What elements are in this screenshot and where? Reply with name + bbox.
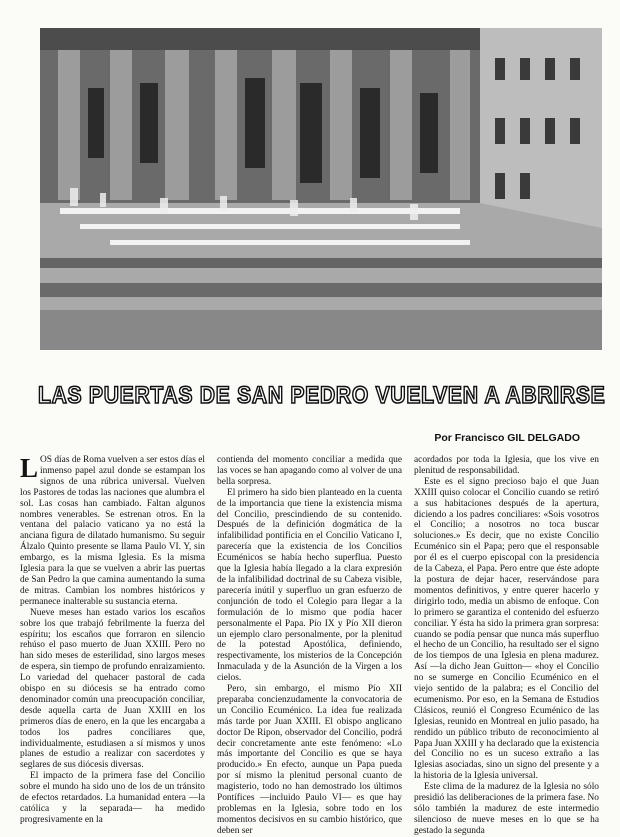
paragraph: El impacto de la primera fase del Concilio sobre el mundo ha sido uno de los de un tránsito de efectos retardados. La humanidad entera —la católica y la separada— ha medido progresivamente en la — [20, 771, 205, 825]
paragraph: Este es el signo precioso bajo el que Juan XXIII quiso colocar el Concilio cuando se retiró a sus habitaciones después de la apertura, diciendo a los padres conciliares: «Sois vosotros el Concilio; a nosotros no toca buscar soluciones.» Es decir, que no existe Concilio Ecuménico sin el Papa; pero que el responsable por él es el cuerpo episcopal con la presidencia de la Cabeza, el Papa. Pero entre que éste adopte la postura de dejar hacer, reservándose para momentos definitivos, y entre querer hacerlo y dirigirlo todo, media un abismo de enfoque. Con lo primero se garantiza el contenido del esfuerzo conciliar. Y ésta ha sido la primera gran sorpresa: cuando se podía pensar que nunca más superfluo el hecho de un Concilio, ha resultado ser el signo de los tiempos de una Iglesia en plena madurez. Así —la dicho Jean Guitton— «hoy el Concilio no se sumerge en Concilio Ecuménico en el viejo sentido de la palabra; es el Concilio del ecumenismo. Por eso, en la Semana de Estudios Clásicos, reunió el Congreso Ecuménico de las Iglesias, reunido en Montreal en julio pasado, ha rendido un público tributo de reconocimiento al Papa Juan XXIII y ha declarado que la existencia del Concilio no es un suceso extraño a las Iglesias asociadas, sino un signo del presente y a la historia de la Iglesia universal. — [414, 476, 599, 782]
paragraph: El primero ha sido bien planteado en la cuenta de la importancia que tiene la existencia misma del Concilio, prescindiendo de su contenido. Después de la definición dogmática de la infalibilidad pontificia en el Concilio Vaticano I, parecería que la existencia de los Concilios Ecuménicos se había hecho superflua. Puesto que la Iglesia había llegado a la clara expresión de la infalibilidad doctrinal de su Cabeza visible, parecería inútil y superfluo un gran esfuerzo de conjunción de todo el Colegio para llegar a la formulación de lo mismo que podía hacer personalmente el Papa. Pío IX y Pío XII dieron un ejemplo claro personalmente, por la plenitud de la potestad Apostólica, definiendo, respectivamente, los misterios de la Concepción Inmaculada y de la Asunción de la Virgen a los cielos. — [217, 487, 402, 684]
paragraph-text: OS días de Roma vuelven a ser estos días el inmenso papel azul donde se estampan los signos de una rúbrica universal. Vuelven los Pastores de todas las naciones que alumbra el sol. Las cosas han cambiado. Faltan algunos nombres venerables. Se estrenan otros. En la ventana del palacio vaticano ya no está la anciana figura de dilatado humanismo. Su seguir Álzalo Quinto presente se llama Paulo VI. Y, sin embargo, es la misma Iglesia. Es la misma Iglesia para la que se vuelven a abrir las puertas de San Pedro la que camina aumentando la suma de mitras. Cambian los nombres históricos y permanece inalterable su sustancia eterna. — [20, 455, 205, 607]
column-2 — [217, 455, 402, 836]
column-3 — [414, 455, 599, 836]
paragraph: contienda del momento conciliar a medida que las voces se han apagando como al volver de una bella sorpresa. — [217, 455, 402, 487]
article-body — [20, 453, 600, 836]
paragraph: acordados por toda la Iglesia, que los vive en plenitud de responsabilidad. — [414, 455, 599, 476]
photo-illustration — [40, 28, 602, 350]
headline: LAS PUERTAS DE SAN PEDRO VUELVEN A ABRIRSE — [38, 382, 606, 409]
drop-cap: L — [20, 453, 39, 483]
paragraph: Pero, sin embargo, el mismo Pío XII preparaba concienzudamente la convocatoria de un Concilio Ecuménico. La idea fue realizada más tarde por Juan XXIII. El obispo anglicano doctor De Ripon, observador del Concilio, podrá decir concretamente ante este fenómeno: «Lo más importante del Concilio es que se haya producido.» En efecto, aunque un Papa pueda por sí mismo la plenitud personal cuanto de magisterio, todo no han demostrado los últimos Pontífices —incluido Paulo VI— es que hay problemas en la Iglesia, sobre todo en los momentos decisivos en su cambio histórico, que deben ser — [217, 684, 402, 836]
paragraph: Este clima de la madurez de la Iglesia no sólo presidió las deliberaciones de la primera fase. No sólo también la madurez de este intermedio silencioso de nueve meses en lo que se ha gestado la segunda — [414, 782, 599, 836]
paragraph: Nueve meses han estado varios los escaños sobre los que trabajó febrilmente la fuerza del espíritu; los escaños que forraron en silencio rehúso el paso muerto de Juan XXIII. Pero no han sido meses de esterilidad, sino largos meses de espera, sin tiempo de profundo enraizamiento. Lo variedad del quehacer pastoral de cada obispo en su diócesis se ha entrado como denominador común una preocupación conciliar, desde aquella carta de Juan XXIII en los primeros días de enero, en la que les encargaba a todos los padres conciliares que, individualmente, estudiasen a sí mismos y unos planes de estudio a realizar con sacerdotes y seglares de sus diócesis diversas. — [20, 607, 205, 771]
photo-st-peters-square — [40, 28, 602, 350]
paragraph — [20, 455, 205, 608]
byline: Por Francisco GIL DELGADO — [434, 432, 580, 444]
column-1 — [20, 455, 205, 825]
